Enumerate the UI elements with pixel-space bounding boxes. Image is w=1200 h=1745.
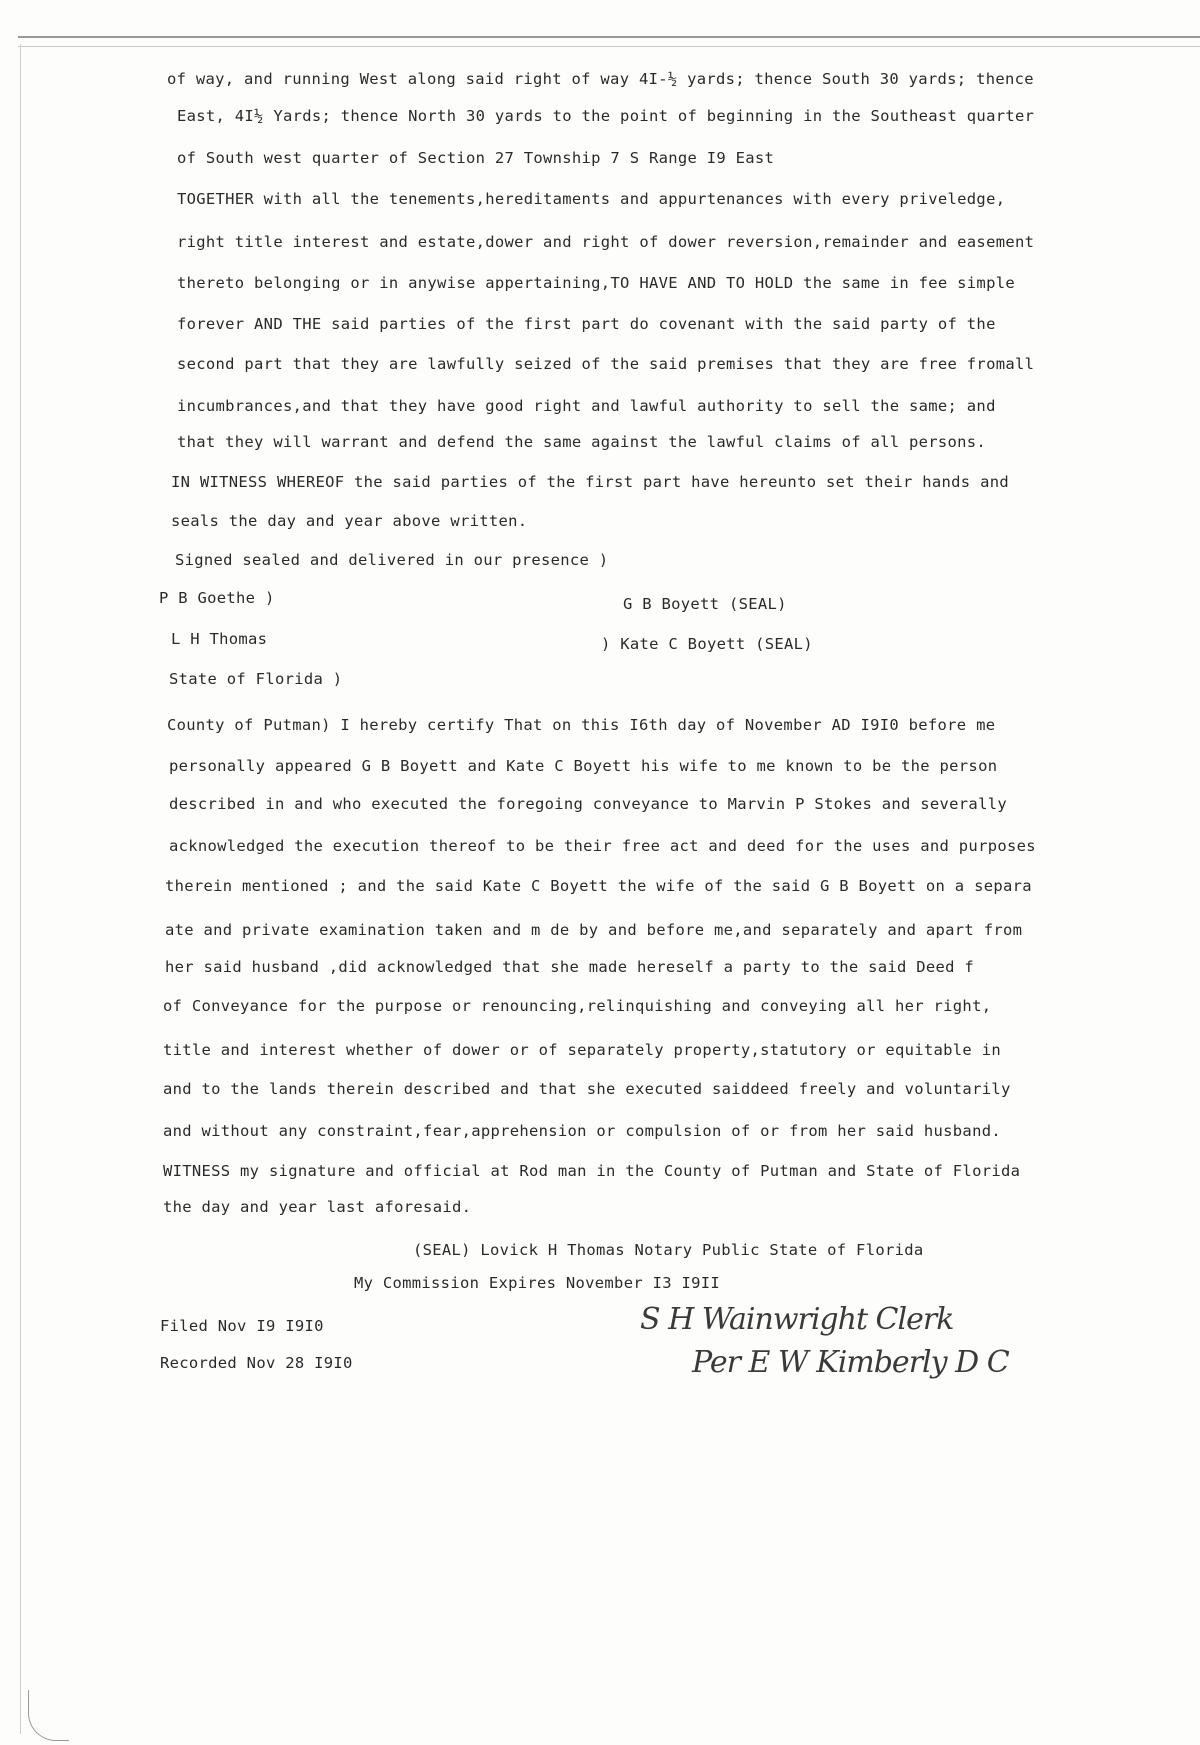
witness-name: L H Thomas bbox=[171, 630, 268, 648]
clerk-signature: S H Wainwright Clerk bbox=[640, 1302, 954, 1337]
deed-line: County of Putman) I hereby certify That on this I6th day of November AD I9I0 before me bbox=[167, 716, 996, 734]
deed-line: her said husband ,did acknowledged that she made hereself a party to the said Deed f bbox=[165, 958, 975, 976]
page-corner-curl bbox=[28, 1690, 69, 1741]
deputy-clerk-signature: Per E W Kimberly D C bbox=[692, 1345, 1009, 1380]
deed-line: second part that they are lawfully seized of the said premises that they are free fromall bbox=[177, 355, 1035, 373]
deed-line: thereto belonging or in anywise appertaining,TO HAVE AND TO HOLD the same in fee simple bbox=[177, 274, 1015, 292]
grantor-signature-line: G B Boyett (SEAL) bbox=[623, 595, 787, 613]
deed-line: forever AND THE said parties of the first part do covenant with the said party of the bbox=[177, 315, 996, 333]
recorded-date: Recorded Nov 28 I9I0 bbox=[160, 1354, 353, 1372]
deed-line: right title interest and estate,dower and right of dower reversion,remainder and easement bbox=[177, 233, 1035, 251]
filed-date: Filed Nov I9 I9I0 bbox=[160, 1317, 324, 1335]
grantor-signature-line: ) Kate C Boyett (SEAL) bbox=[601, 635, 813, 653]
notary-signature-line: (SEAL) Lovick H Thomas Notary Public State of Florida bbox=[413, 1241, 924, 1259]
deed-line: ate and private examination taken and m de by and before me,and separately and apart from bbox=[165, 921, 1023, 939]
deed-line: acknowledged the execution thereof to be their free act and deed for the uses and purposes bbox=[169, 837, 1036, 855]
deed-line: of way, and running West along said right of way 4I-½ yards; thence South 30 yards; thence bbox=[167, 70, 1034, 88]
deed-line: East, 4I½ Yards; thence North 30 yards to the point of beginning in the Southeast quarter bbox=[177, 107, 1035, 125]
deed-line: WITNESS my signature and official at Rod man in the County of Putman and State of Florida bbox=[163, 1162, 1021, 1180]
witness-name: P B Goethe ) bbox=[159, 589, 275, 607]
deed-line: and without any constraint,fear,apprehension or compulsion of or from her said husband. bbox=[163, 1122, 1001, 1140]
deed-line: Signed sealed and delivered in our presence ) bbox=[175, 551, 609, 569]
deed-line: of Conveyance for the purpose or renouncing,relinquishing and conveying all her right, bbox=[163, 997, 992, 1015]
deed-line: described in and who executed the foregoing conveyance to Marvin P Stokes and severally bbox=[169, 795, 1007, 813]
deed-line: TOGETHER with all the tenements,hereditaments and appurtenances with every priveledge, bbox=[177, 190, 1006, 208]
deed-line: that they will warrant and defend the same against the lawful claims of all persons. bbox=[177, 433, 987, 451]
deed-line: incumbrances,and that they have good right and lawful authority to sell the same; and bbox=[177, 397, 996, 415]
commission-expiry: My Commission Expires November I3 I9II bbox=[354, 1274, 721, 1292]
page-left-border bbox=[20, 44, 21, 1734]
deed-line: therein mentioned ; and the said Kate C Boyett the wife of the said G B Boyett on a separa bbox=[165, 877, 1032, 895]
venue-state: State of Florida ) bbox=[169, 670, 343, 688]
page-top-border bbox=[18, 36, 1200, 47]
deed-line: of South west quarter of Section 27 Township 7 S Range I9 East bbox=[177, 149, 775, 167]
deed-line: IN WITNESS WHEREOF the said parties of the first part have hereunto set their hands and bbox=[171, 473, 1009, 491]
deed-line: the day and year last aforesaid. bbox=[163, 1198, 472, 1216]
deed-line: and to the lands therein described and that she executed saiddeed freely and voluntarily bbox=[163, 1080, 1011, 1098]
deed-line: title and interest whether of dower or of separately property,statutory or equitable in bbox=[163, 1041, 1001, 1059]
deed-line: seals the day and year above written. bbox=[171, 512, 528, 530]
deed-line: personally appeared G B Boyett and Kate C Boyett his wife to me known to be the person bbox=[169, 757, 998, 775]
